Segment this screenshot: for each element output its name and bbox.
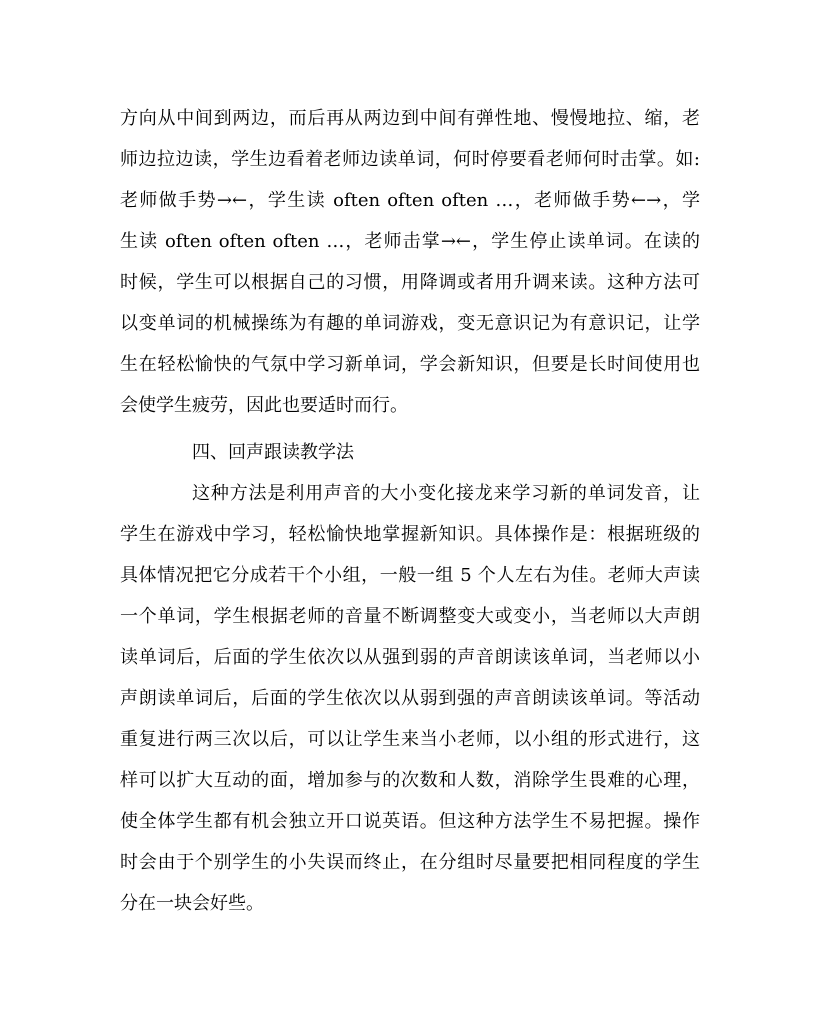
paragraph-1-line-1: 方向从中间到两边，而后再从两边到中间有弹性地、慢慢地拉、缩，老 [120, 108, 700, 129]
paragraph-2-line-8: 样可以扩大互动的面，增加参与的次数和人数，消除学生畏难的心理， [120, 770, 700, 791]
paragraph-2-line-3: 具体情况把它分成若干个小组，一般一组 5 个人左右为佳。老师大声读 [120, 565, 700, 586]
paragraph-1-line-3: 老师做手势→←，学生读 often often often …，老师做手势←→，学 [120, 190, 700, 211]
paragraph-1-line-7: 生在轻松愉快的气氛中学习新单词，学会新知识，但要是长时间使用也 [120, 354, 700, 375]
paragraph-2-line-2: 学生在游戏中学习，轻松愉快地掌握新知识。具体操作是：根据班级的 [120, 524, 700, 545]
paragraph-1-line-2: 师边拉边读，学生边看着老师边读单词，何时停要看老师何时击掌。如: [120, 149, 700, 170]
paragraph-1-line-6: 以变单词的机械操练为有趣的单词游戏，变无意识记为有意识记，让学 [120, 313, 700, 334]
paragraph-2-line-5: 读单词后，后面的学生依次以从强到弱的声音朗读该单词，当老师以小 [120, 647, 700, 668]
paragraph-2-line-1: 这种方法是利用声音的大小变化接龙来学习新的单词发音，让 [192, 483, 700, 504]
paragraph-1-line-4: 生读 often often often …，老师击掌→←，学生停止读单词。在读的 [120, 231, 700, 252]
paragraph-2-line-6: 声朗读单词后，后面的学生依次以从弱到强的声音朗读该单词。等活动 [120, 688, 700, 709]
section-heading: 四、回声跟读教学法 [192, 442, 354, 463]
paragraph-2-line-4: 一个单词，学生根据老师的音量不断调整变大或变小，当老师以大声朗 [120, 606, 700, 627]
paragraph-2-line-7: 重复进行两三次以后，可以让学生来当小老师，以小组的形式进行，这 [120, 729, 700, 750]
paragraph-2-line-9: 使全体学生都有机会独立开口说英语。但这种方法学生不易把握。操作 [120, 811, 700, 832]
paragraph-2-line-11: 分在一块会好些。 [120, 893, 264, 914]
paragraph-1-line-8: 会使学生疲劳，因此也要适时而行。 [120, 395, 408, 416]
paragraph-1-line-5: 时候，学生可以根据自己的习惯，用降调或者用升调来读。这种方法可 [120, 272, 700, 293]
paragraph-2-line-10: 时会由于个别学生的小失误而终止，在分组时尽量要把相同程度的学生 [120, 852, 700, 873]
